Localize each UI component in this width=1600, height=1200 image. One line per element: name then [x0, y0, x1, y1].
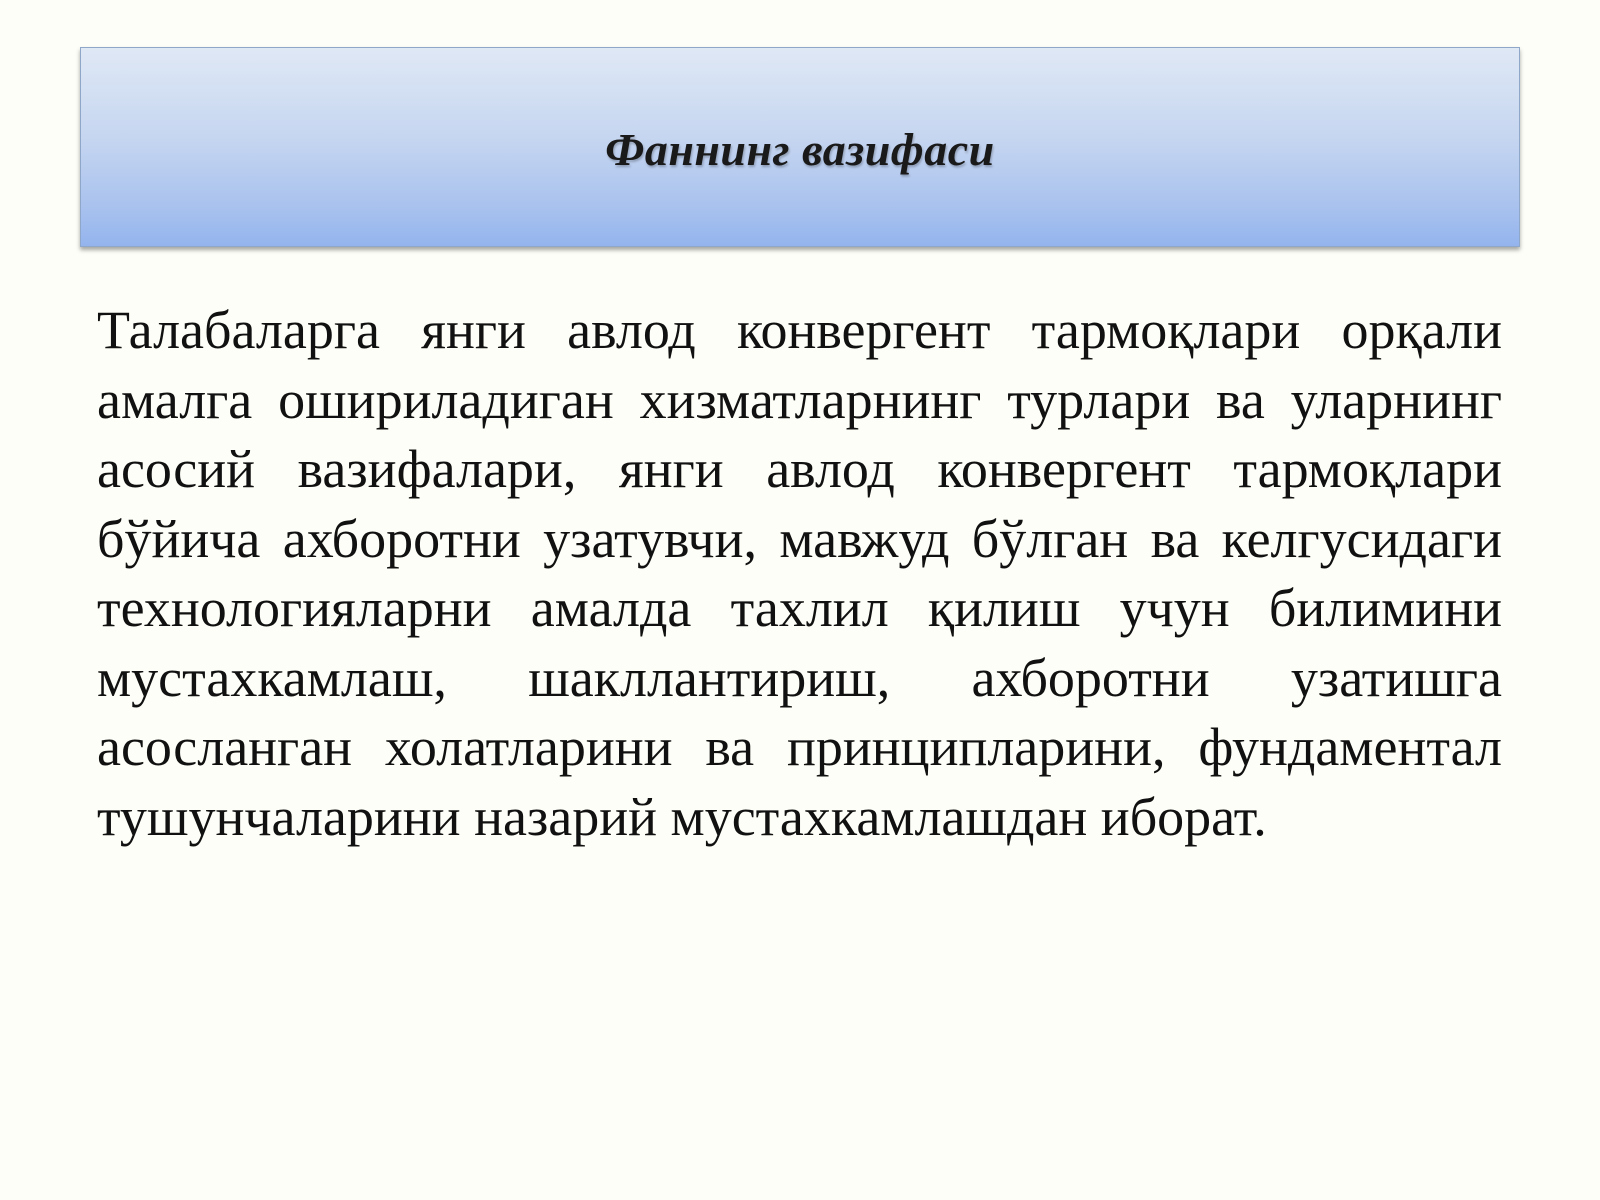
- slide-title: Фаннинг вазифаси: [605, 123, 995, 175]
- slide-body-text: Талабаларга янги авлод конвергент тармоқлари орқали амалга ошириладиган хизматларнинг турлари ва уларнинг асосий вазифалари, янги авлод конвергент тармоқлари бўйича ахборотни узатувчи, мавжуд бўлган ва келгусидаги технологияларни амалда тахлил қилиш учун билимини мустахкамлаш, шакллантириш, ахборотни узатишга асосланган холатларини ва принципларини, фундаментал тушунчаларини назарий мустахкамлашдан иборат.: [97, 300, 1502, 847]
- title-box: [80, 47, 1520, 247]
